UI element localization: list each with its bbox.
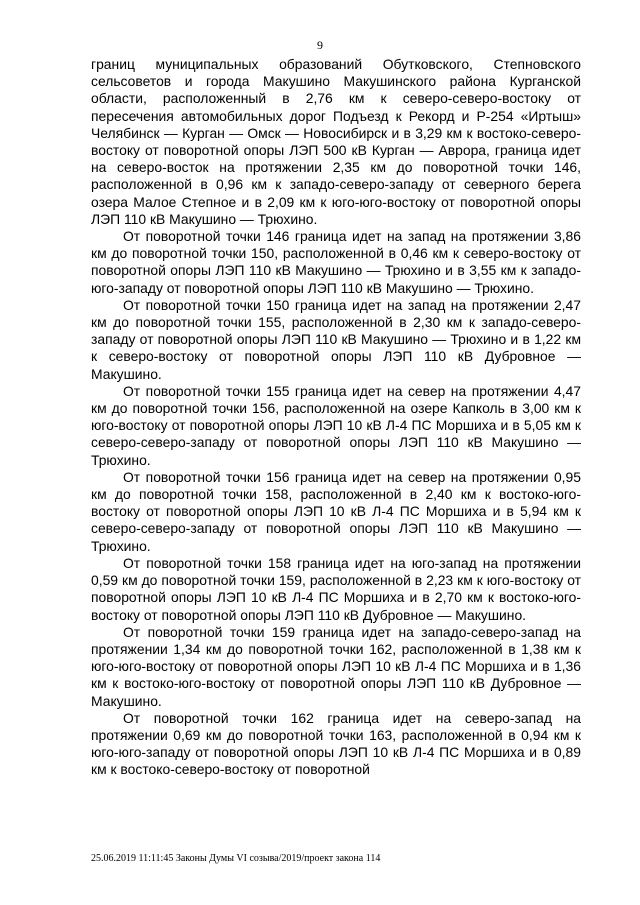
page-number: 9 [317,38,323,52]
paragraph-continued: границ муниципальных образований Обутковского, Степновского сельсоветов и города Макушино Макушинского района Курганской области, расположенный в 2,76 км к северо-северо-востоку от пересечения автомобильных дорог Подъезд к Рекорд и Р-254 «Иртыш» Челябинск — Курган — Омск — Новосибирск и в 3,29 км к востоко-северо-востоку от поворотной опоры ЛЭП 500 кВ Курган — Аврора, граница идет на северо-восток на протяжении 2,35 км до поворотной точки 146, расположенной в 0,96 км к западо-северо-западу от северного берега озера Малое Степное и в 2,09 км к юго-юго-востоку от поворотной опоры ЛЭП 110 кВ Макушино — Трюхино. [91,56,581,227]
paragraph-point-159: От поворотной точки 159 граница идет на западо-северо-запад на протяжении 1,34 км до поворотной точки 162, расположенной в 1,38 км к юго-юго-востоку от поворотной опоры ЛЭП 10 кВ Л-4 ПС Моршиха и в 1,36 км к востоко-юго-востоку от поворотной опоры ЛЭП 110 кВ Дубровное — Макушино. [91,623,581,709]
paragraph-point-162: От поворотной точки 162 граница идет на северо-запад на протяжении 0,69 км до поворотной точки 163, расположенной в 0,94 км к юго-юго-западу от поворотной опоры ЛЭП 10 кВ Л-4 ПС Моршиха и в 0,89 км к востоко-северо-востоку от поворотной [91,709,581,778]
paragraph-point-158: От поворотной точки 158 граница идет на юго-запад на протяжении 0,59 км до поворотной точки 159, расположенной в 2,23 км к юго-востоку от поворотной опоры ЛЭП 10 кВ Л-4 ПС Моршиха и в 2,70 км к востоко-юго-востоку от поворотной опоры ЛЭП 110 кВ Дубровное — Макушино. [91,554,581,623]
paragraph-point-150: От поворотной точки 150 граница идет на запад на протяжении 2,47 км до поворотной точки 155, расположенной в 2,30 км к западо-северо-западу от поворотной опоры ЛЭП 110 кВ Макушино — Трюхино и в 1,22 км к северо-востоку от поворотной опоры ЛЭП 110 кВ Дубровное — Макушино. [91,296,581,382]
paragraph-point-156: От поворотной точки 156 граница идет на север на протяжении 0,95 км до поворотной точки 158, расположенной в 2,40 км к востоко-юго-востоку от поворотной опоры ЛЭП 10 кВ Л-4 ПС Моршиха и в 5,94 км к северо-северо-западу от поворотной опоры ЛЭП 110 кВ Макушино — Трюхино. [91,468,581,554]
paragraph-point-155: От поворотной точки 155 граница идет на север на протяжении 4,47 км до поворотной точки 156, расположенной на озере Капколь в 3,00 км к юго-востоку от поворотной опоры ЛЭП 10 кВ Л-4 ПС Моршиха и в 5,05 км к северо-северо-западу от поворотной опоры ЛЭП 110 кВ Макушино — Трюхино. [91,382,581,468]
paragraph-point-146: От поворотной точки 146 граница идет на запад на протяжении 3,86 км до поворотной точки 150, расположенной в 0,46 км к северо-востоку от поворотной опоры ЛЭП 110 кВ Макушино — Трюхино и в 3,55 км к западо-юго-западу от поворотной опоры ЛЭП 110 кВ Макушино — Трюхино. [91,228,581,296]
document-footer: 25.06.2019 11:11:45 Законы Думы VI созыва/2019/проект закона 114 [91,853,381,864]
document-body [91,56,581,779]
